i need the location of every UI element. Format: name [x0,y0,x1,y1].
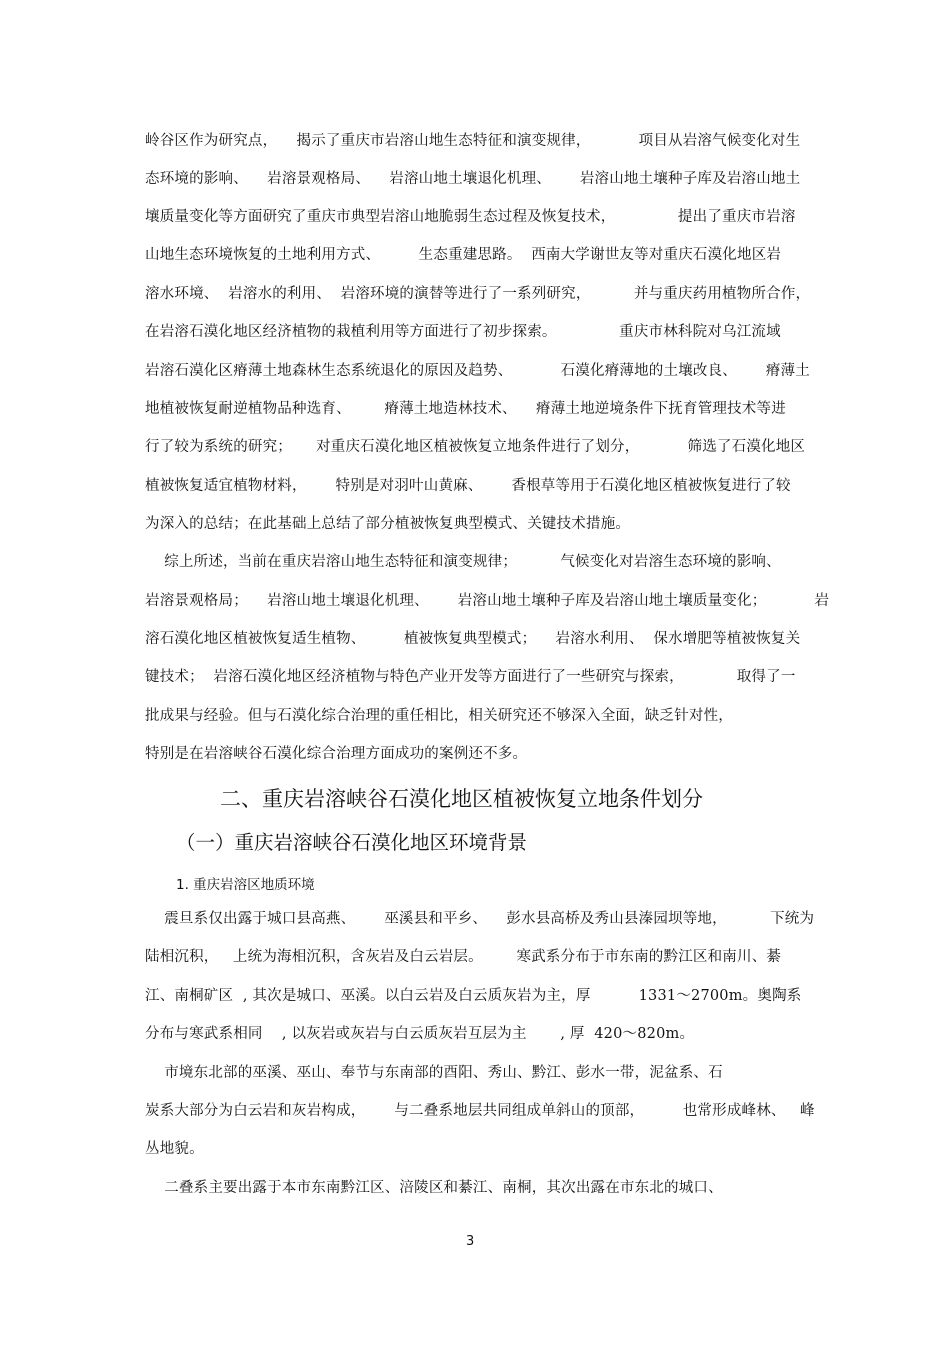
text-line: 震旦系仅出露于城口县高燕、 巫溪县和平乡、 彭水县高桥及秀山县溱园坝等地， 下统为 [145,911,815,927]
text-line: 分布与寒武系相同 , 以灰岩或灰岩与白云质灰岩互层为主 , 厚 420～820m。 [145,1026,695,1042]
text-line: 市境东北部的巫溪、巫山、奉节与东南部的酉阳、秀山、黔江、彭水一带，泥盆系、石 [145,1065,723,1081]
text-line: 在岩溶石漠化地区经济植物的栽植利用等方面进行了初步探索。 重庆市林科院对乌江流域 [145,324,781,340]
text-line: 岩溶景观格局； 岩溶山地土壤退化机理、 岩溶山地土壤种子库及岩溶山地土壤质量变化； 岩 [145,593,830,609]
text-line: 岭谷区作为研究点， 揭示了重庆市岩溶山地生态特征和演变规律， 项目从岩溶气候变化对生 [145,133,801,149]
text-line: 丛地貌。 [145,1141,204,1157]
page-number: 3 [466,1234,475,1249]
text-line: 江、南桐矿区 , 其次是城口、巫溪。以白云岩及白云质灰岩为主，厚 1331～2700m。奥陶系 [145,988,802,1004]
text-line: 行了较为系统的研究； 对重庆石漠化地区植被恢复立地条件进行了划分， 筛选了石漠化地区 [145,439,806,455]
text-line: 溶石漠化地区植被恢复适生植物、 植被恢复典型模式； 岩溶水利用、 保水增肥等植被恢复关 [145,631,801,647]
text-line: 炭系大部分为白云岩和灰岩构成， 与二叠系地层共同组成单斜山的顶部， 也常形成峰林、 峰 [145,1103,815,1119]
text-line: 地植被恢复耐逆植物品种选育、 瘠薄土地造林技术、 瘠薄土地逆境条件下抚育管理技术等进 [145,401,786,417]
text-line: 岩溶石漠化区瘠薄土地森林生态系统退化的原因及趋势、 石漠化瘠薄地的土壤改良、 瘠薄土 [145,363,810,379]
text-line: 态环境的影响、 岩溶景观格局、 岩溶山地土壤退化机理、 岩溶山地土壤种子库及岩溶山地土 [145,171,801,187]
text-line: 为深入的总结；在此基础上总结了部分植被恢复典型模式、关键技术措施。 [145,516,631,532]
text-line: 综上所述，当前在重庆岩溶山地生态特征和演变规律； 气候变化对岩溶生态环境的影响、 [145,554,781,570]
sub-subsection-heading: 1. 重庆岩溶区地质环境 [176,877,315,893]
text-line: 批成果与经验。但与石漠化综合治理的重任相比，相关研究还不够深入全面，缺乏针对性， [145,708,733,724]
text-line: 特别是在岩溶峡谷石漠化综合治理方面成功的案例还不多。 [145,746,528,762]
text-line: 溶水环境、 岩溶水的利用、 岩溶环境的演替等进行了一系列研究， 并与重庆药用植物所合作， [145,286,811,302]
text-line: 二叠系主要出露于本市东南黔江区、涪陵区和綦江、南桐，其次出露在市东北的城口、 [145,1180,723,1196]
section-heading: 二、重庆岩溶峡谷石漠化地区植被恢复立地条件划分 [220,787,703,811]
text-line: 陆相沉积， 上统为海相沉积，含灰岩及白云岩层。 寒武系分布于市东南的黔江区和南川、綦 [145,949,782,965]
text-line: 键技术； 岩溶石漠化地区经济植物与特色产业开发等方面进行了一些研究与探索， 取得了一 [145,669,796,685]
text-line: 山地生态环境恢复的土地利用方式、 生态重建思路。 西南大学谢世友等对重庆石漠化地区岩 [145,247,782,263]
text-line: 壤质量变化等方面研究了重庆市典型岩溶山地脆弱生态过程及恢复技术， 提出了重庆市岩溶 [145,209,796,225]
subsection-heading: （一）重庆岩溶峡谷石漠化地区环境背景 [176,831,528,854]
text-line: 植被恢复适宜植物材料， 特别是对羽叶山黄麻、 香根草等用于石漠化地区植被恢复进行了较 [145,478,791,494]
